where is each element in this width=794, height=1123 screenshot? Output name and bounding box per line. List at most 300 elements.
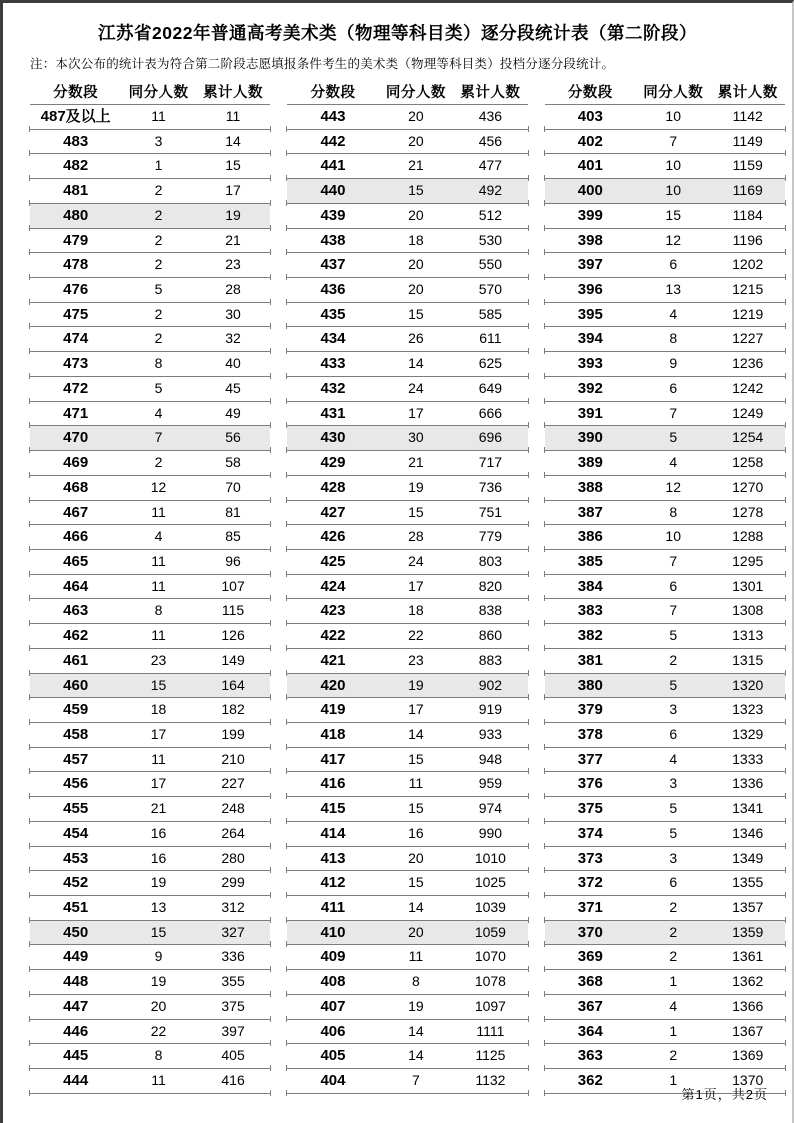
cumulative-cell: 70 bbox=[225, 478, 241, 495]
table-row bbox=[30, 525, 270, 550]
table-row bbox=[30, 501, 270, 526]
score-cell: 428 bbox=[320, 478, 346, 496]
table-row bbox=[30, 352, 270, 377]
table-row bbox=[545, 476, 785, 501]
table-row bbox=[545, 525, 785, 550]
cumulative-cell: 1341 bbox=[732, 800, 764, 817]
cumulative-cell: 456 bbox=[478, 132, 503, 149]
cumulative-cell: 1313 bbox=[732, 627, 764, 644]
count-cell: 12 bbox=[665, 478, 681, 495]
table-row bbox=[287, 921, 527, 946]
cumulative-cell: 1159 bbox=[732, 157, 763, 174]
cumulative-cell: 15 bbox=[225, 157, 241, 174]
score-cell: 402 bbox=[577, 132, 603, 150]
score-cell: 380 bbox=[577, 676, 603, 694]
header-score: 分数段 bbox=[567, 85, 613, 101]
count-cell: 10 bbox=[665, 528, 681, 545]
table-row bbox=[545, 674, 785, 699]
cumulative-cell: 1288 bbox=[732, 528, 764, 545]
score-cell: 448 bbox=[63, 973, 89, 991]
cumulative-cell: 248 bbox=[221, 800, 245, 817]
cumulative-cell: 1370 bbox=[732, 1072, 764, 1089]
score-cell: 465 bbox=[63, 552, 89, 570]
count-cell: 18 bbox=[408, 231, 424, 248]
score-cell: 364 bbox=[577, 1022, 603, 1040]
score-cell: 392 bbox=[577, 379, 603, 397]
cumulative-cell: 336 bbox=[221, 948, 245, 965]
cumulative-cell: 1227 bbox=[732, 330, 764, 347]
table-row bbox=[287, 550, 527, 575]
score-cell: 437 bbox=[320, 256, 346, 274]
cumulative-cell: 1125 bbox=[475, 1047, 506, 1064]
score-cell: 469 bbox=[63, 454, 89, 472]
count-cell: 17 bbox=[150, 775, 167, 792]
table-row bbox=[545, 105, 785, 130]
table-row bbox=[545, 154, 785, 179]
table-row bbox=[287, 748, 527, 773]
count-cell: 24 bbox=[408, 552, 424, 569]
score-cell: 376 bbox=[577, 775, 603, 793]
cumulative-cell: 1078 bbox=[474, 973, 506, 990]
table-row bbox=[30, 970, 270, 995]
score-cell: 442 bbox=[320, 132, 346, 150]
count-cell: 9 bbox=[154, 948, 163, 965]
table-row bbox=[545, 179, 785, 204]
count-cell: 11 bbox=[151, 552, 166, 569]
score-cell: 479 bbox=[63, 231, 89, 249]
table-row bbox=[287, 451, 527, 476]
count-cell: 16 bbox=[408, 824, 424, 841]
table-row bbox=[287, 426, 527, 451]
score-cell: 389 bbox=[577, 454, 603, 472]
count-cell: 20 bbox=[408, 206, 424, 223]
score-cell: 377 bbox=[577, 750, 603, 768]
table-row bbox=[287, 970, 527, 995]
count-cell: 2 bbox=[154, 182, 163, 199]
cumulative-cell: 49 bbox=[225, 404, 241, 421]
cumulative-cell: 416 bbox=[221, 1072, 245, 1089]
score-cell: 371 bbox=[577, 899, 603, 916]
table-row bbox=[30, 822, 270, 847]
table-row bbox=[30, 204, 270, 229]
cumulative-cell: 1010 bbox=[474, 849, 506, 866]
count-cell: 14 bbox=[408, 1022, 424, 1039]
table-row bbox=[545, 303, 785, 328]
cumulative-cell: 838 bbox=[478, 602, 503, 619]
count-cell: 13 bbox=[150, 899, 167, 915]
score-cell: 409 bbox=[320, 948, 346, 966]
cumulative-cell: 1219 bbox=[732, 305, 764, 322]
table-row bbox=[287, 501, 527, 526]
header-count: 同分人数 bbox=[385, 85, 446, 101]
count-cell: 16 bbox=[150, 824, 167, 841]
score-cell: 443 bbox=[320, 108, 346, 125]
count-cell: 11 bbox=[151, 750, 166, 767]
cumulative-cell: 736 bbox=[478, 478, 503, 495]
cumulative-cell: 1362 bbox=[732, 973, 764, 990]
table-row bbox=[545, 797, 785, 822]
count-cell: 6 bbox=[669, 725, 678, 742]
table-row bbox=[30, 278, 270, 303]
cumulative-cell: 11 bbox=[225, 108, 241, 124]
count-cell: 10 bbox=[665, 157, 681, 174]
count-cell: 10 bbox=[665, 108, 681, 124]
count-cell: 23 bbox=[408, 651, 424, 668]
count-cell: 1 bbox=[669, 1022, 678, 1039]
cumulative-cell: 1097 bbox=[474, 997, 506, 1014]
table-row bbox=[545, 229, 785, 254]
score-cell: 370 bbox=[577, 923, 603, 941]
score-cell: 397 bbox=[577, 256, 603, 274]
score-cell: 404 bbox=[320, 1072, 346, 1090]
cumulative-cell: 530 bbox=[478, 231, 503, 248]
cumulative-cell: 1149 bbox=[732, 132, 763, 149]
count-cell: 8 bbox=[669, 503, 678, 520]
score-cell: 403 bbox=[577, 108, 603, 125]
table-row bbox=[545, 995, 785, 1020]
score-cell: 447 bbox=[63, 997, 89, 1015]
count-cell: 19 bbox=[408, 676, 424, 693]
table-row bbox=[287, 772, 527, 797]
count-cell: 4 bbox=[669, 454, 678, 471]
score-cell: 460 bbox=[63, 676, 89, 694]
count-cell: 21 bbox=[408, 157, 424, 174]
score-cell: 481 bbox=[63, 182, 89, 200]
header-score: 分数段 bbox=[53, 85, 99, 101]
table-row bbox=[30, 797, 270, 822]
table-row bbox=[30, 1069, 270, 1094]
cumulative-cell: 1361 bbox=[732, 948, 764, 965]
score-cell: 416 bbox=[320, 775, 346, 793]
table-row bbox=[30, 772, 270, 797]
table-row bbox=[545, 698, 785, 723]
score-cell: 449 bbox=[63, 948, 89, 966]
table-row bbox=[287, 599, 527, 624]
table-row bbox=[30, 748, 270, 773]
cumulative-cell: 1215 bbox=[732, 281, 764, 298]
count-cell: 18 bbox=[150, 701, 167, 718]
cumulative-cell: 1249 bbox=[732, 404, 764, 421]
score-cell: 451 bbox=[63, 899, 89, 916]
table-row bbox=[287, 204, 527, 229]
tables-container bbox=[30, 82, 785, 1094]
table-row bbox=[30, 674, 270, 699]
score-cell: 441 bbox=[320, 157, 346, 175]
table-row bbox=[30, 624, 270, 649]
table-row bbox=[287, 649, 527, 674]
cumulative-cell: 751 bbox=[478, 503, 503, 520]
score-cell: 467 bbox=[63, 503, 89, 521]
score-cell: 464 bbox=[63, 577, 89, 595]
cumulative-cell: 1349 bbox=[732, 849, 764, 866]
cumulative-cell: 1346 bbox=[732, 824, 764, 841]
score-cell: 420 bbox=[320, 676, 346, 694]
table-row bbox=[287, 624, 527, 649]
cumulative-cell: 649 bbox=[478, 379, 503, 396]
table-row bbox=[545, 847, 785, 872]
cumulative-cell: 436 bbox=[478, 108, 503, 124]
cumulative-cell: 1367 bbox=[732, 1022, 764, 1039]
count-cell: 15 bbox=[150, 923, 167, 940]
table-row bbox=[545, 624, 785, 649]
table-row bbox=[30, 105, 270, 130]
cumulative-cell: 1355 bbox=[732, 874, 764, 891]
score-cell: 387 bbox=[577, 503, 603, 521]
count-cell: 14 bbox=[408, 1047, 424, 1064]
count-cell: 14 bbox=[408, 899, 424, 915]
score-cell: 439 bbox=[320, 206, 346, 224]
score-cell: 440 bbox=[320, 182, 346, 200]
cumulative-cell: 58 bbox=[225, 454, 241, 471]
count-cell: 23 bbox=[150, 651, 167, 668]
score-cell: 374 bbox=[577, 824, 603, 842]
table-row bbox=[545, 871, 785, 896]
cumulative-cell: 1301 bbox=[732, 577, 764, 594]
count-cell: 10 bbox=[665, 182, 681, 199]
table-row bbox=[545, 327, 785, 352]
cumulative-cell: 17 bbox=[225, 182, 241, 199]
cumulative-cell: 1059 bbox=[474, 923, 506, 940]
cumulative-cell: 1278 bbox=[732, 503, 764, 520]
count-cell: 17 bbox=[150, 725, 167, 742]
table-row bbox=[287, 278, 527, 303]
count-cell: 3 bbox=[154, 132, 163, 149]
count-cell: 11 bbox=[408, 948, 424, 965]
table-row bbox=[545, 204, 785, 229]
table-row bbox=[545, 352, 785, 377]
cumulative-cell: 902 bbox=[478, 676, 503, 693]
cumulative-cell: 1357 bbox=[732, 899, 764, 915]
score-cell: 417 bbox=[320, 750, 346, 768]
score-cell: 473 bbox=[63, 355, 89, 373]
score-cell: 430 bbox=[320, 429, 346, 447]
cumulative-cell: 164 bbox=[221, 676, 245, 693]
cumulative-cell: 1308 bbox=[732, 602, 764, 619]
count-cell: 20 bbox=[150, 997, 167, 1014]
table-row bbox=[287, 525, 527, 550]
score-cell: 480 bbox=[63, 206, 89, 224]
note-text: 注：本次公布的统计表为符合第二阶段志愿填报条件考生的美术类（物理等科目类）投档分逐分段统计。 bbox=[30, 57, 615, 71]
score-cell: 454 bbox=[63, 824, 89, 842]
count-cell: 13 bbox=[665, 281, 681, 298]
count-cell: 5 bbox=[154, 281, 163, 298]
table-row bbox=[30, 229, 270, 254]
table-row bbox=[545, 402, 785, 427]
table-row bbox=[545, 945, 785, 970]
table-row bbox=[30, 599, 270, 624]
cumulative-cell: 1336 bbox=[732, 775, 764, 792]
cumulative-cell: 30 bbox=[225, 305, 241, 322]
table-row bbox=[287, 229, 527, 254]
score-cell: 383 bbox=[577, 602, 603, 620]
count-cell: 17 bbox=[408, 577, 424, 594]
cumulative-cell: 264 bbox=[221, 824, 245, 841]
cumulative-cell: 1070 bbox=[474, 948, 506, 965]
count-cell: 2 bbox=[669, 651, 678, 668]
score-cell: 388 bbox=[577, 478, 603, 496]
cumulative-cell: 115 bbox=[221, 602, 245, 619]
table-row bbox=[545, 599, 785, 624]
table-row bbox=[30, 1044, 270, 1069]
table-row bbox=[545, 772, 785, 797]
count-cell: 17 bbox=[408, 701, 424, 718]
count-cell: 1 bbox=[669, 1072, 678, 1089]
count-cell: 4 bbox=[669, 305, 678, 322]
score-cell: 459 bbox=[63, 701, 89, 719]
table-row bbox=[30, 945, 270, 970]
cumulative-cell: 1184 bbox=[732, 206, 763, 223]
table-row bbox=[545, 575, 785, 600]
cumulative-cell: 81 bbox=[225, 503, 241, 520]
cumulative-cell: 299 bbox=[221, 874, 245, 891]
cumulative-cell: 1270 bbox=[732, 478, 764, 495]
table-row bbox=[545, 253, 785, 278]
score-cell: 381 bbox=[577, 651, 603, 669]
table-row bbox=[545, 896, 785, 921]
cumulative-cell: 477 bbox=[478, 157, 503, 174]
cumulative-cell: 1369 bbox=[732, 1047, 764, 1064]
table-header bbox=[287, 82, 527, 105]
score-cell: 476 bbox=[63, 281, 89, 299]
score-cell: 471 bbox=[63, 404, 89, 422]
table-row bbox=[287, 1020, 527, 1045]
table-row bbox=[287, 377, 527, 402]
cumulative-cell: 1329 bbox=[732, 725, 764, 742]
table-row bbox=[30, 253, 270, 278]
score-cell: 398 bbox=[577, 231, 603, 249]
count-cell: 8 bbox=[411, 973, 420, 990]
cumulative-cell: 1111 bbox=[476, 1022, 505, 1039]
score-cell: 367 bbox=[577, 997, 603, 1015]
cumulative-cell: 1315 bbox=[732, 651, 764, 668]
score-cell: 446 bbox=[63, 1022, 89, 1040]
cumulative-cell: 56 bbox=[225, 429, 241, 446]
table-row bbox=[287, 723, 527, 748]
count-cell: 21 bbox=[150, 800, 167, 817]
count-cell: 6 bbox=[669, 256, 678, 273]
cumulative-cell: 375 bbox=[221, 997, 245, 1014]
count-cell: 15 bbox=[665, 206, 681, 223]
count-cell: 11 bbox=[151, 1072, 166, 1089]
table-row bbox=[30, 303, 270, 328]
score-cell: 410 bbox=[320, 923, 346, 941]
score-cell: 455 bbox=[63, 800, 89, 818]
table-row bbox=[545, 501, 785, 526]
table-row bbox=[287, 154, 527, 179]
count-cell: 6 bbox=[669, 874, 678, 891]
count-cell: 15 bbox=[408, 305, 424, 322]
score-cell: 362 bbox=[577, 1072, 603, 1090]
score-cell: 382 bbox=[577, 627, 603, 645]
table-row bbox=[287, 575, 527, 600]
count-cell: 14 bbox=[408, 355, 424, 372]
count-cell: 15 bbox=[408, 750, 424, 767]
score-cell: 483 bbox=[63, 132, 89, 150]
score-cell: 432 bbox=[320, 379, 346, 397]
table-row bbox=[287, 402, 527, 427]
table-row bbox=[545, 921, 785, 946]
count-cell: 1 bbox=[154, 157, 163, 174]
table-row bbox=[287, 797, 527, 822]
table-row bbox=[545, 278, 785, 303]
cumulative-cell: 974 bbox=[478, 800, 503, 817]
count-cell: 2 bbox=[669, 1047, 678, 1064]
count-cell: 2 bbox=[154, 454, 163, 471]
cumulative-cell: 933 bbox=[478, 725, 503, 742]
count-cell: 2 bbox=[154, 305, 163, 322]
count-cell: 22 bbox=[150, 1022, 167, 1039]
count-cell: 11 bbox=[408, 775, 424, 792]
cumulative-cell: 1202 bbox=[732, 256, 764, 273]
table-row bbox=[30, 723, 270, 748]
score-cell: 411 bbox=[320, 899, 346, 916]
score-cell: 378 bbox=[577, 725, 603, 743]
score-cell: 429 bbox=[320, 454, 346, 472]
table-row bbox=[287, 995, 527, 1020]
cumulative-cell: 210 bbox=[221, 750, 245, 767]
table-row bbox=[545, 451, 785, 476]
cumulative-cell: 696 bbox=[478, 429, 503, 446]
table-row bbox=[545, 723, 785, 748]
score-cell: 419 bbox=[320, 701, 346, 719]
count-cell: 15 bbox=[408, 503, 424, 520]
count-cell: 12 bbox=[150, 478, 167, 495]
score-cell: 478 bbox=[63, 256, 89, 274]
score-cell: 405 bbox=[320, 1047, 346, 1065]
table-row bbox=[545, 1020, 785, 1045]
cumulative-cell: 717 bbox=[478, 454, 503, 471]
score-cell: 421 bbox=[320, 651, 346, 669]
cumulative-cell: 40 bbox=[225, 355, 241, 372]
table-row bbox=[287, 945, 527, 970]
table-row bbox=[30, 698, 270, 723]
table-row bbox=[287, 698, 527, 723]
count-cell: 7 bbox=[669, 602, 678, 619]
count-cell: 7 bbox=[411, 1072, 420, 1089]
header-score: 分数段 bbox=[310, 85, 356, 101]
count-cell: 7 bbox=[669, 552, 678, 569]
cumulative-cell: 570 bbox=[478, 281, 503, 298]
cumulative-cell: 107 bbox=[221, 577, 245, 594]
count-cell: 5 bbox=[669, 676, 678, 693]
table-row bbox=[30, 130, 270, 155]
score-cell: 395 bbox=[577, 305, 603, 323]
cumulative-cell: 550 bbox=[478, 256, 503, 273]
cumulative-cell: 1242 bbox=[732, 379, 764, 396]
cumulative-cell: 19 bbox=[225, 206, 241, 223]
count-cell: 18 bbox=[408, 602, 424, 619]
cumulative-cell: 990 bbox=[478, 824, 503, 841]
cumulative-cell: 149 bbox=[221, 651, 245, 668]
table-row bbox=[545, 377, 785, 402]
count-cell: 20 bbox=[408, 849, 424, 866]
score-cell: 470 bbox=[63, 429, 89, 447]
count-cell: 28 bbox=[408, 528, 424, 545]
cumulative-cell: 1142 bbox=[732, 108, 763, 124]
score-cell: 463 bbox=[63, 602, 89, 620]
score-cell: 385 bbox=[577, 552, 603, 570]
score-cell: 372 bbox=[577, 874, 603, 892]
page-title: 江苏省2022年普通高考美术类（物理等科目类）逐分段统计表（第二阶段） bbox=[98, 23, 697, 43]
score-cell: 461 bbox=[63, 651, 89, 669]
count-cell: 19 bbox=[408, 997, 424, 1014]
score-cell: 452 bbox=[63, 874, 89, 892]
count-cell: 9 bbox=[669, 355, 678, 372]
count-cell: 2 bbox=[154, 256, 163, 273]
table-row bbox=[30, 154, 270, 179]
table-row bbox=[545, 822, 785, 847]
score-cell: 450 bbox=[63, 923, 89, 941]
